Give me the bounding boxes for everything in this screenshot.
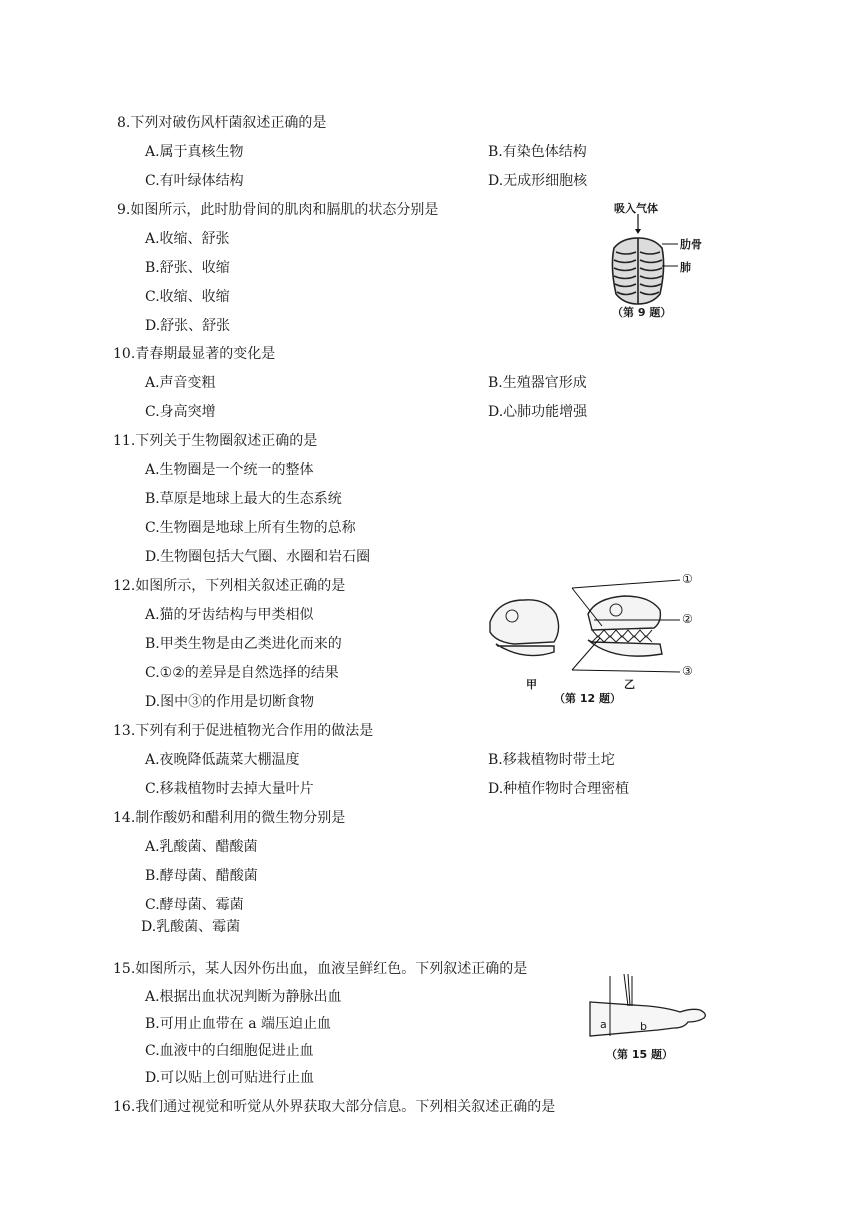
- skull-comparison-figure: [484, 570, 704, 706]
- question-14-option-c[interactable]: C.酵母菌、霉菌: [145, 897, 244, 913]
- question-9-option-a[interactable]: A.收缩、舒张: [145, 231, 230, 247]
- question-10-option-b[interactable]: B.生殖器官形成: [488, 375, 587, 391]
- question-10-stem: 10.青春期最显著的变化是: [113, 346, 276, 362]
- rib-label: 肋骨: [680, 238, 702, 251]
- question-10-option-d[interactable]: D.心肺功能增强: [488, 404, 588, 420]
- question-14-option-a[interactable]: A.乳酸菌、醋酸菌: [145, 839, 258, 855]
- question-11-option-b[interactable]: B.草原是地球上最大的生态系统: [145, 491, 342, 507]
- question-11-option-a[interactable]: A.生物圈是一个统一的整体: [145, 462, 314, 478]
- question-12-option-c[interactable]: C.①②的差异是自然选择的结果: [145, 665, 339, 681]
- figure-12-caption: （第 12 题）: [554, 692, 621, 705]
- figure-9-caption: （第 9 题）: [612, 306, 672, 319]
- question-13-option-c[interactable]: C.移栽植物时去掉大量叶片: [145, 781, 314, 797]
- question-14-stem: 14.制作酸奶和醋利用的微生物分别是: [113, 810, 346, 826]
- question-15-stem: 15.如图所示，某人因外伤出血，血液呈鲜红色。下列叙述正确的是: [113, 961, 528, 977]
- question-8-option-d[interactable]: D.无成形细胞核: [488, 173, 588, 189]
- question-12-stem: 12.如图所示，下列相关叙述正确的是: [113, 578, 346, 594]
- arm-bleeding-figure: [588, 972, 712, 1062]
- question-13-option-a[interactable]: A.夜晚降低蔬菜大棚温度: [145, 752, 300, 768]
- question-8-stem: 8.下列对破伤风杆菌叙述正确的是: [117, 115, 327, 131]
- marker-3: ③: [682, 664, 693, 678]
- question-13-option-d[interactable]: D.种植作物时合理密植: [488, 781, 630, 797]
- marker-1: ①: [682, 572, 693, 586]
- question-10-option-a[interactable]: A.声音变粗: [145, 375, 216, 391]
- question-9-stem: 9.如图所示，此时肋骨间的肌肉和膈肌的状态分别是: [117, 202, 439, 218]
- question-15-option-d[interactable]: D.可以贴上创可贴进行止血: [145, 1070, 315, 1086]
- arm-diagram: [588, 972, 712, 1042]
- question-9-option-b[interactable]: B.舒张、收缩: [145, 260, 230, 276]
- question-12-option-d[interactable]: D.图中③的作用是切断食物: [145, 694, 315, 710]
- label-a: a: [600, 1018, 607, 1031]
- question-16-stem: 16.我们通过视觉和听觉从外界获取大部分信息。下列相关叙述正确的是: [113, 1099, 556, 1115]
- question-9-option-d[interactable]: D.舒张、舒张: [145, 318, 231, 334]
- question-10-option-c[interactable]: C.身高突增: [145, 404, 216, 420]
- question-11-option-d[interactable]: D.生物圈包括大气圈、水圈和岩石圈: [145, 549, 371, 565]
- question-11-stem: 11.下列关于生物圈叙述正确的是: [113, 433, 318, 449]
- question-15-option-a[interactable]: A.根据出血状况判断为静脉出血: [145, 989, 342, 1005]
- marker-2: ②: [682, 612, 693, 626]
- question-8-option-a[interactable]: A.属于真核生物: [145, 144, 244, 160]
- question-11-option-c[interactable]: C.生物圈是地球上所有生物的总称: [145, 520, 356, 536]
- figure-15-caption: （第 15 题）: [606, 1048, 673, 1061]
- question-12-option-a[interactable]: A.猫的牙齿结构与甲类相似: [145, 607, 314, 623]
- question-14-option-b[interactable]: B.酵母菌、醋酸菌: [145, 868, 258, 884]
- question-14-option-d[interactable]: D.乳酸菌、霉菌: [141, 919, 241, 935]
- question-8-option-b[interactable]: B.有染色体结构: [488, 144, 587, 160]
- question-12-option-b[interactable]: B.甲类生物是由乙类进化而来的: [145, 636, 342, 652]
- label-yi: 乙: [624, 678, 635, 691]
- rib-cage-figure: [600, 198, 710, 320]
- question-13-stem: 13.下列有利于促进植物光合作用的做法是: [113, 723, 374, 739]
- lung-label: 肺: [680, 261, 691, 274]
- inhale-label: 吸入气体: [614, 202, 658, 215]
- skull-diagram: [484, 570, 704, 682]
- label-jia: 甲: [526, 678, 537, 691]
- question-8-option-c[interactable]: C.有叶绿体结构: [145, 173, 244, 189]
- question-13-option-b[interactable]: B.移栽植物时带土坨: [488, 752, 615, 768]
- question-9-option-c[interactable]: C.收缩、收缩: [145, 289, 230, 305]
- question-15-option-b[interactable]: B.可用止血带在 a 端压迫止血: [145, 1016, 331, 1032]
- question-15-option-c[interactable]: C.血液中的白细胞促进止血: [145, 1043, 314, 1059]
- label-b: b: [640, 1020, 647, 1033]
- rib-cage-diagram: [600, 212, 710, 312]
